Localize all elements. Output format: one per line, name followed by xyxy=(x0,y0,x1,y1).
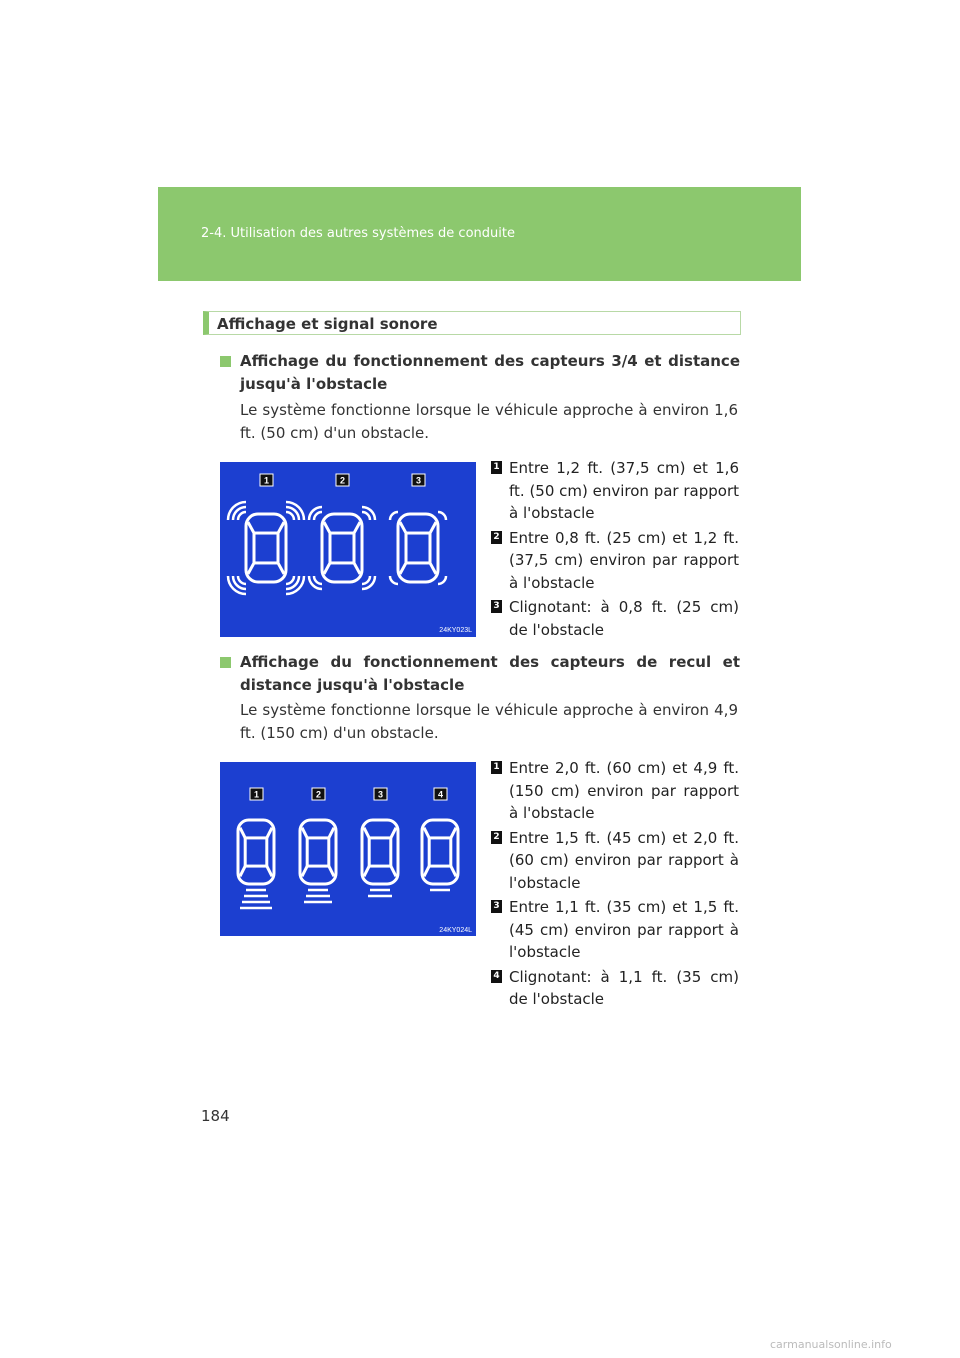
block2-items xyxy=(491,757,739,1013)
numbered-item xyxy=(491,896,739,964)
front-sensor-display-figure xyxy=(220,462,476,637)
figure-label: 3 xyxy=(415,475,422,486)
block1-paragraph: Le système fonctionne lorsque le véhicule approche à environ 1,6 ft. (50 cm) d'un obstacle. xyxy=(240,401,738,442)
car-icon xyxy=(238,820,274,884)
car-icon xyxy=(300,820,336,884)
numbered-item xyxy=(491,827,739,895)
figure-label: 3 xyxy=(377,789,384,800)
watermark: carmanualsonline.info xyxy=(770,1338,892,1351)
sensor-arc xyxy=(238,576,246,584)
page-number: 184 xyxy=(201,1107,230,1125)
bullet-square-icon xyxy=(220,657,231,668)
item-text: Entre 0,8 ft. (25 cm) et 1,2 ft. (37,5 cm) environ par rapport à l'obstacle xyxy=(509,528,739,592)
block1-heading xyxy=(220,350,740,396)
item-text: Entre 1,2 ft. (37,5 cm) et 1,6 ft. (50 cm) environ par rapport à l'obstacle xyxy=(509,459,739,522)
sensor-arc xyxy=(238,512,246,520)
figure-label: 2 xyxy=(339,475,346,486)
sensor-arc xyxy=(286,512,294,520)
car-icon xyxy=(398,514,438,582)
car-icon xyxy=(422,820,458,884)
block1-heading-text: Affichage du fonctionnement des capteurs 3/4 et distance jusqu'à l'obstacle xyxy=(240,352,740,393)
figure-label: 2 xyxy=(315,789,322,800)
front-sensor-svg xyxy=(220,462,476,637)
figure-code: 24KY024L xyxy=(439,927,472,934)
item-text: Entre 2,0 ft. (60 cm) et 4,9 ft. (150 cm) environ par rapport à l'obstacle xyxy=(509,759,739,822)
sensor-arc xyxy=(314,512,322,520)
item-text: Entre 1,1 ft. (35 cm) et 1,5 ft. (45 cm) environ par rapport à l'obstacle xyxy=(509,898,739,961)
numbered-item xyxy=(491,527,739,595)
block2-paragraph: Le système fonctionne lorsque le véhicule approche à environ 4,9 ft. (150 cm) d'un obstacle. xyxy=(240,701,738,742)
item-number-badge: 1 xyxy=(491,761,502,774)
block2-heading-text: Affichage du fonctionnement des capteurs de recul et distance jusqu'à l'obstacle xyxy=(240,653,740,694)
item-number-badge: 2 xyxy=(491,531,502,544)
figure-label: 1 xyxy=(253,789,260,800)
item-number-badge: 4 xyxy=(491,970,502,983)
car-icon xyxy=(322,514,362,582)
figure-label: 1 xyxy=(263,475,270,486)
section-title-box xyxy=(203,311,741,335)
numbered-item xyxy=(491,966,739,1011)
rear-sensor-svg xyxy=(220,762,476,936)
sensor-arc xyxy=(390,576,398,584)
item-number-badge: 2 xyxy=(491,831,502,844)
figure-code: 24KY023L xyxy=(439,627,472,634)
sensor-arc xyxy=(362,576,370,584)
section-title: Affichage et signal sonore xyxy=(217,315,438,333)
item-text: Clignotant: à 0,8 ft. (25 cm) de l'obstacle xyxy=(509,598,739,639)
sensor-arc xyxy=(286,576,294,584)
numbered-item xyxy=(491,596,739,641)
item-text: Clignotant: à 1,1 ft. (35 cm) de l'obstacle xyxy=(509,967,739,1008)
sensor-arc xyxy=(314,576,322,584)
rear-sensor-display-figure xyxy=(220,762,476,936)
block1-items xyxy=(491,457,739,643)
item-number-badge: 3 xyxy=(491,900,502,913)
car-icon xyxy=(362,820,398,884)
item-number-badge: 3 xyxy=(491,600,502,613)
sensor-arc xyxy=(438,576,446,584)
numbered-item xyxy=(491,457,739,525)
numbered-item xyxy=(491,757,739,825)
bullet-square-icon xyxy=(220,356,231,367)
item-text: Entre 1,5 ft. (45 cm) et 2,0 ft. (60 cm) environ par rapport à l'obstacle xyxy=(509,828,739,892)
sensor-arc xyxy=(362,512,370,520)
block2-heading xyxy=(220,651,740,697)
sensor-arc xyxy=(390,512,398,520)
figure-label: 4 xyxy=(437,789,444,800)
sensor-arc xyxy=(438,512,446,520)
chapter-title: 2-4. Utilisation des autres systèmes de conduite xyxy=(201,226,515,241)
item-number-badge: 1 xyxy=(491,461,502,474)
car-icon xyxy=(246,514,286,582)
